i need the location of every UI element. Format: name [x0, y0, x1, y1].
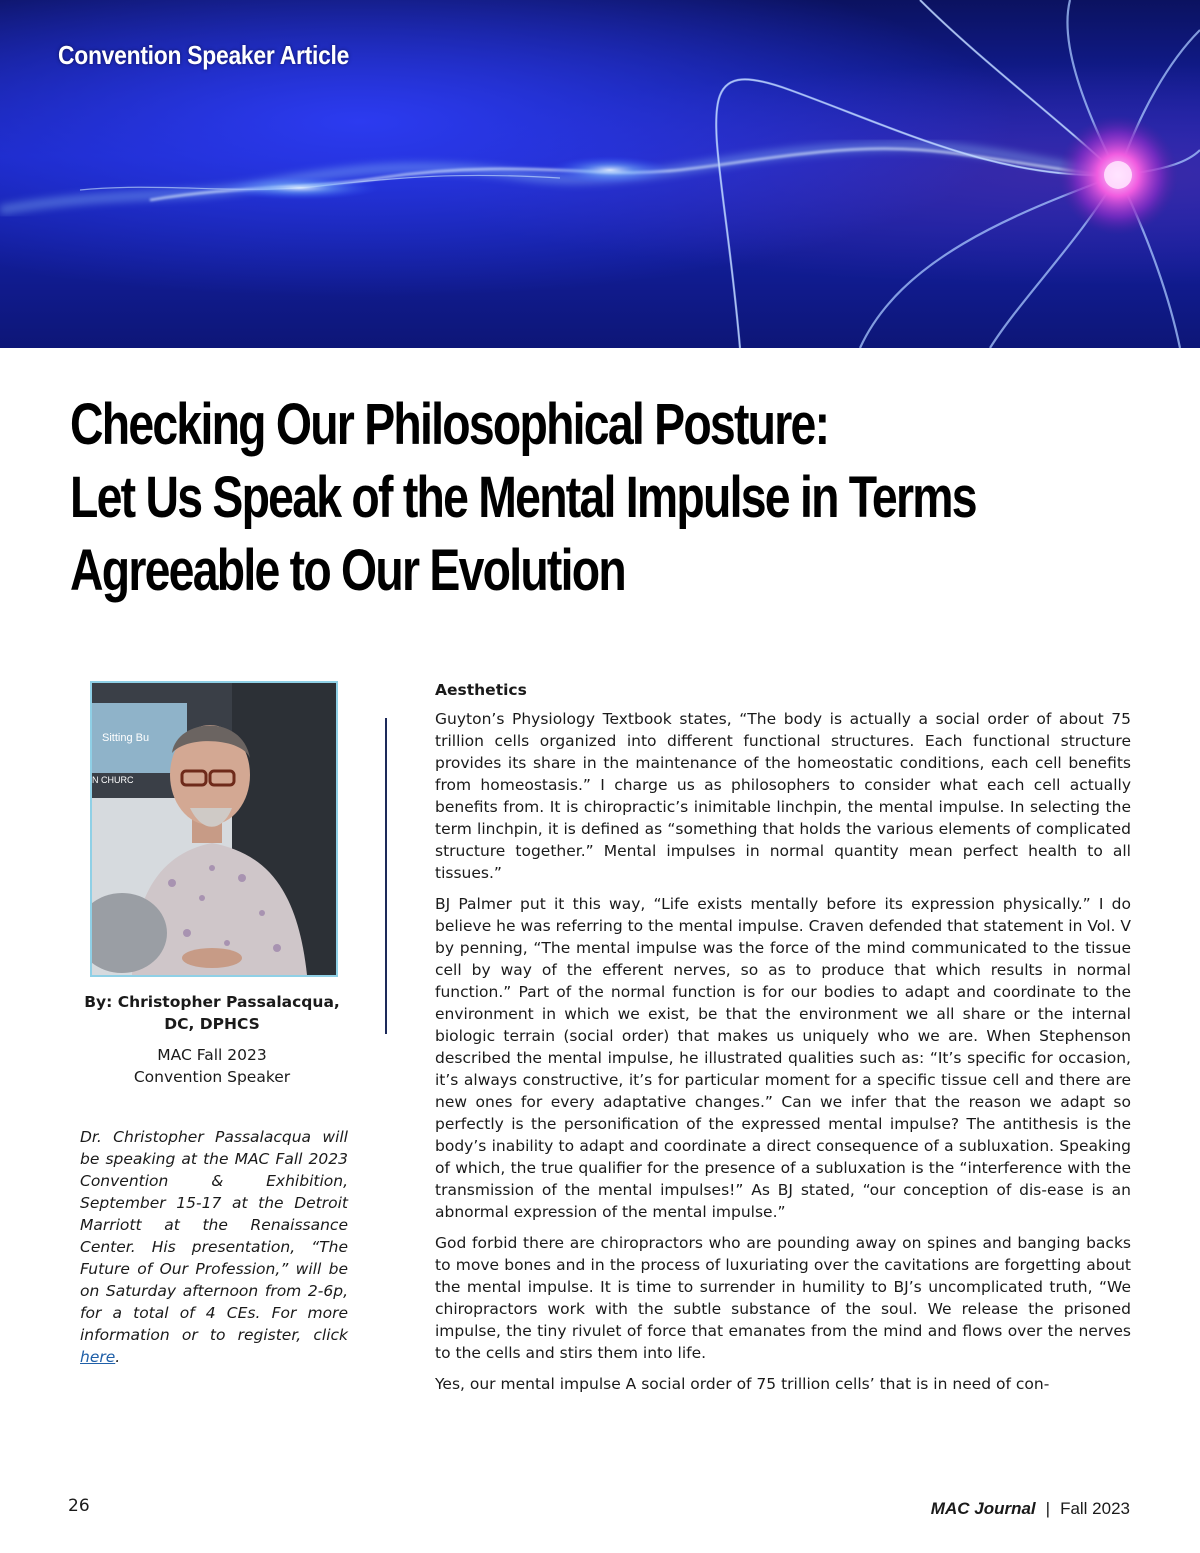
bio-text: Dr. Christopher Passalacqua will be speaking at the MAC Fall 2023 Convention & Exhibition, September 15-17 at the Detroit Marriott at the Renaissance Center. His presentation, “The Future of Our Profession,” will be on Saturday afternoon from 2-6p, for a total of 4 CEs. For more information or to register, click [80, 1128, 348, 1344]
paragraph-1: Guyton’s Physiology Textbook states, “The body is actually a social order of about 75 trillion cells organized into different functional structures. Each functional structure provides its share in the maintenance of the homeostatic conditions, each cell benefits from homeostasis.” I charge us as philosophers to consider what each cell actually benefits from. It is chiropractic’s inimitable linchpin, the mental impulse. In selecting the term linchpin, it is defined as “something that holds the various elements of complicated structure together.” Mental impulses in normal quantity mean perfect health to all tissues.” [435, 710, 1131, 882]
byline-line-1: By: Christopher Passalacqua, [84, 993, 340, 1011]
section-heading: Aesthetics [435, 681, 527, 699]
screen-text: Sitting Bu [102, 732, 150, 744]
paragraph-2: BJ Palmer put it this way, “Life exists mentally before its expression physically.” I do believe he was referring to the mental impulse. Craven defended that statement in Vol. V by penning, “The mental impulse was the force of the mind communicated to the tissue cell by way of the efferent nerves, so as to produce that which results in normal function.” Part of the normal function is for our bodies to adapt and coordinate to the environment in which we exist, be that the environment we all share or the internal biologic terrain (social order) that makes us uniquely who we are. When Stephenson described the mental impulse, he illustrated qualities such as: “It’s specific for occasion, it’s always constructive, it’s for particular moment for a specific tissue cell and there are new ones for every adaptative changes.” Can we infer that the reason we adapt so perfectly is the personification of the expressed mental impulse? The antithesis is the body’s inability to adapt and coordinate a direct consequence of a subluxation. Speaking of which, the true qualifier for the presence of a subluxation is the “interference with the transmission of the mental impulses!” As BJ stated, “our conception of dis-ease is an abnormal expression of the mental impulse.” [435, 895, 1131, 1221]
footer-separator: | [1045, 1499, 1051, 1518]
title-line-3: Agreeable to Our Evolution [70, 538, 625, 603]
paragraph-4: Yes, our mental impulse A social order of 75 trillion cells’ that is in need of con- [435, 1375, 1050, 1393]
title-line-2: Let Us Speak of the Mental Impulse in Terms [70, 465, 976, 530]
title-line-1: Checking Our Philosophical Posture: [70, 392, 829, 457]
register-link[interactable]: here [80, 1348, 116, 1366]
role-line-1: MAC Fall 2023 [157, 1046, 267, 1064]
screen-text-2: N CHURC [92, 775, 134, 785]
role-line-2: Convention Speaker [133, 1068, 291, 1086]
author-bio [80, 1126, 348, 1368]
article-body [435, 679, 1131, 1404]
author-byline [70, 991, 354, 1035]
author-photo [90, 681, 338, 977]
bio-end: . [115, 1348, 121, 1366]
issue-label: Fall 2023 [1060, 1499, 1130, 1518]
paragraph-3: God forbid there are chiropractors who are pounding away on spines and banging backs to move bones and in the process of luxuriating over the cavitations are forgetting about the mental impulse. It is time to surrender in humility to BJ’s uncomplicated truth, “We chiropractors work with the subtle substance of the soul. We release the prisoned impulse, the tiny rivulet of force that emanates from the mind and flows over the nerves to the cells and stirs them into life. [435, 1234, 1131, 1362]
page-number: 26 [68, 1496, 90, 1516]
byline-line-2: DC, DPHCS [164, 1015, 260, 1033]
author-role [70, 1044, 354, 1088]
column-divider [385, 718, 387, 1034]
journal-name: MAC Journal [930, 1499, 1036, 1518]
section-label: Convention Speaker Article [58, 40, 350, 70]
header-banner [0, 0, 1200, 348]
footer-issue [931, 1499, 1130, 1519]
article-title [70, 388, 1158, 607]
